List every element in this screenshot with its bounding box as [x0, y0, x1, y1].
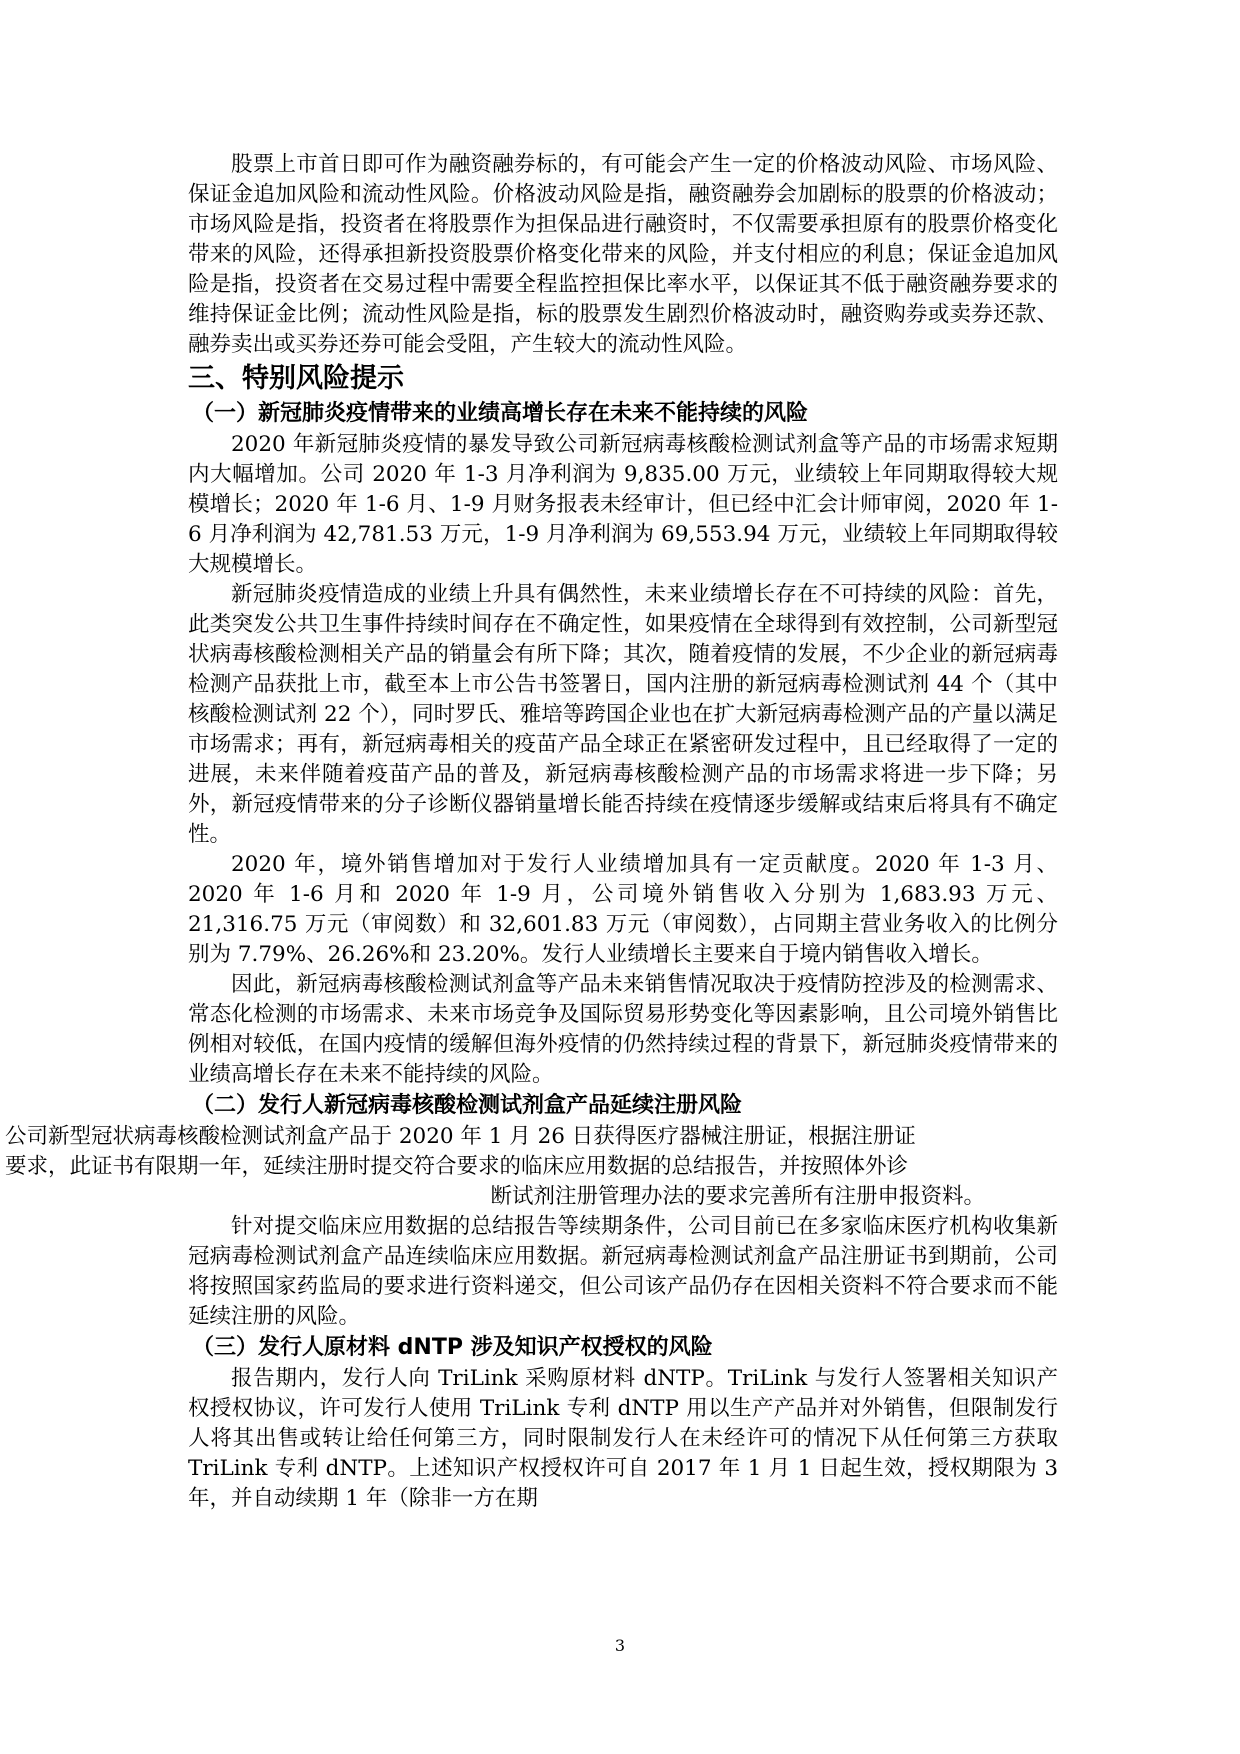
paragraph-clinical-data: 针对提交临床应用数据的总结报告等续期条件，公司目前已在多家临床医疗机构收集新冠病毒检测试剂盒产品连续临床应用数据。新冠病毒检测试剂盒产品注册证书到期前，公司将按照国家药监局的要求进行资料递交，但公司该产品仍存在因相关资料不符合要求而不能延续注册的风险。 — [188, 1214, 1058, 1329]
page-number: 3 — [614, 1636, 626, 1655]
subsection-title-covid-growth: （一）新冠肺炎疫情带来的业绩高增长存在未来不能持续的风险 — [192, 401, 809, 426]
section-title-special-risks: 三、特别风险提示 — [188, 363, 404, 394]
paragraph-covid-demand: 2020 年新冠肺炎疫情的暴发导致公司新冠病毒核酸检测试剂盒等产品的市场需求短期内大幅增加。公司 2020 年 1-3 月净利润为 9,835.00 万元，业绩较上年同期取得较大规模增长；2020 年 1-6 月、1-9 月财务报表未经审计，但已经中汇会计师审阅，2020 年 1-6 月净利润为 42,781.53 万元，1-9 月净利润为 69,553.94 万元，业绩较上年同期取得较大规模增长。 — [188, 432, 1058, 577]
subsection-title-dntp-license: （三）发行人原材料 dNTP 涉及知识产权授权的风险 — [192, 1335, 713, 1360]
registration-line-1: 公司新型冠状病毒核酸检测试剂盒产品于 2020 年 1 月 26 日获得医疗器械注册证，根据注册证 — [5, 1124, 916, 1149]
document-body — [5, 150, 1058, 1514]
paragraph-margin-trading-risk: 股票上市首日即可作为融资融券标的，有可能会产生一定的价格波动风险、市场风险、保证金追加风险和流动性风险。价格波动风险是指，融资融券会加剧标的股票的价格波动；市场风险是指，投资者在将股票作为担保品进行融资时，不仅需要承担原有的股票价格变化带来的风险，还得承担新投资股票价格变化带来的风险，并支付相应的利息；保证金追加风险是指，投资者在交易过程中需要全程监控担保比率水平，以保证其不低于融资融券要求的维持保证金比例；流动性风险是指，标的股票发生剧烈价格波动时，融资购券或卖券还款、融券卖出或买券还券可能会受阻，产生较大的流动性风险。 — [188, 152, 1058, 357]
paragraph-covid-uncertainty: 新冠肺炎疫情造成的业绩上升具有偶然性，未来业绩增长存在不可持续的风险：首先，此类突发公共卫生事件持续时间存在不确定性，如果疫情在全球得到有效控制，公司新型冠状病毒核酸检测相关产品的销量会有所下降；其次，随着疫情的发展，不少企业的新冠病毒检测产品获批上市，截至本上市公告书签署日，国内注册的新冠病毒检测试剂 44 个（其中核酸检测试剂 22 个），同时罗氏、雅培等跨国企业也在扩大新冠病毒检测产品的产量以满足市场需求；再有，新冠病毒相关的疫苗产品全球正在紧密研发过程中，且已经取得了一定的进展，未来伴随着疫苗产品的普及，新冠病毒核酸检测产品的市场需求将进一步下降；另外，新冠疫情带来的分子诊断仪器销量增长能否持续在疫情逐步缓解或结束后将具有不确定性。 — [188, 582, 1058, 847]
paragraph-trilink-license: 报告期内，发行人向 TriLink 采购原材料 dNTP。TriLink 与发行人签署相关知识产权授权协议，许可发行人使用 TriLink 专利 dNTP 用以生产产品并对外销售，但限制发行人将其出售或转让给任何第三方，同时限制发行人在未经许可的情况下从任何第三方获取 TriLink 专利 dNTP。上述知识产权授权许可自 2017 年 1 月 1 日起生效，授权期限为 3 年，并自动续期 1 年（除非一方在期 — [188, 1366, 1058, 1511]
subsection-title-registration-renewal: （二）发行人新冠病毒核酸检测试剂盒产品延续注册风险 — [192, 1093, 743, 1118]
paragraph-conclusion: 因此，新冠病毒核酸检测试剂盒等产品未来销售情况取决于疫情防控涉及的检测需求、常态化检测的市场需求、未来市场竞争及国际贸易形势变化等因素影响，且公司境外销售比例相对较低，在国内疫情的缓解但海外疫情的仍然持续过程的背景下，新冠肺炎疫情带来的业绩高增长存在未来不能持续的风险。 — [188, 972, 1058, 1087]
paragraph-overseas-sales: 2020 年，境外销售增加对于发行人业绩增加具有一定贡献度。2020 年 1-3 月、2020 年 1-6 月和 2020 年 1-9 月，公司境外销售收入分别为 1,683.93 万元、 21,316.75 万元（审阅数）和 32,601.83 万元（审阅数），占同期主营业务收入的比例分别为 7.79%、26.26%和 23.20%。发行人业绩增长主要来自于境内销售收入增长。 — [188, 852, 1058, 967]
paragraph-registration-certificate — [5, 1122, 1045, 1212]
registration-line-2: 要求，此证书有限期一年，延续注册时提交符合要求的临床应用数据的总结报告，并按照体外诊 — [5, 1154, 909, 1179]
registration-line-3: 断试剂注册管理办法的要求完善所有注册申报资料。 — [490, 1184, 985, 1209]
